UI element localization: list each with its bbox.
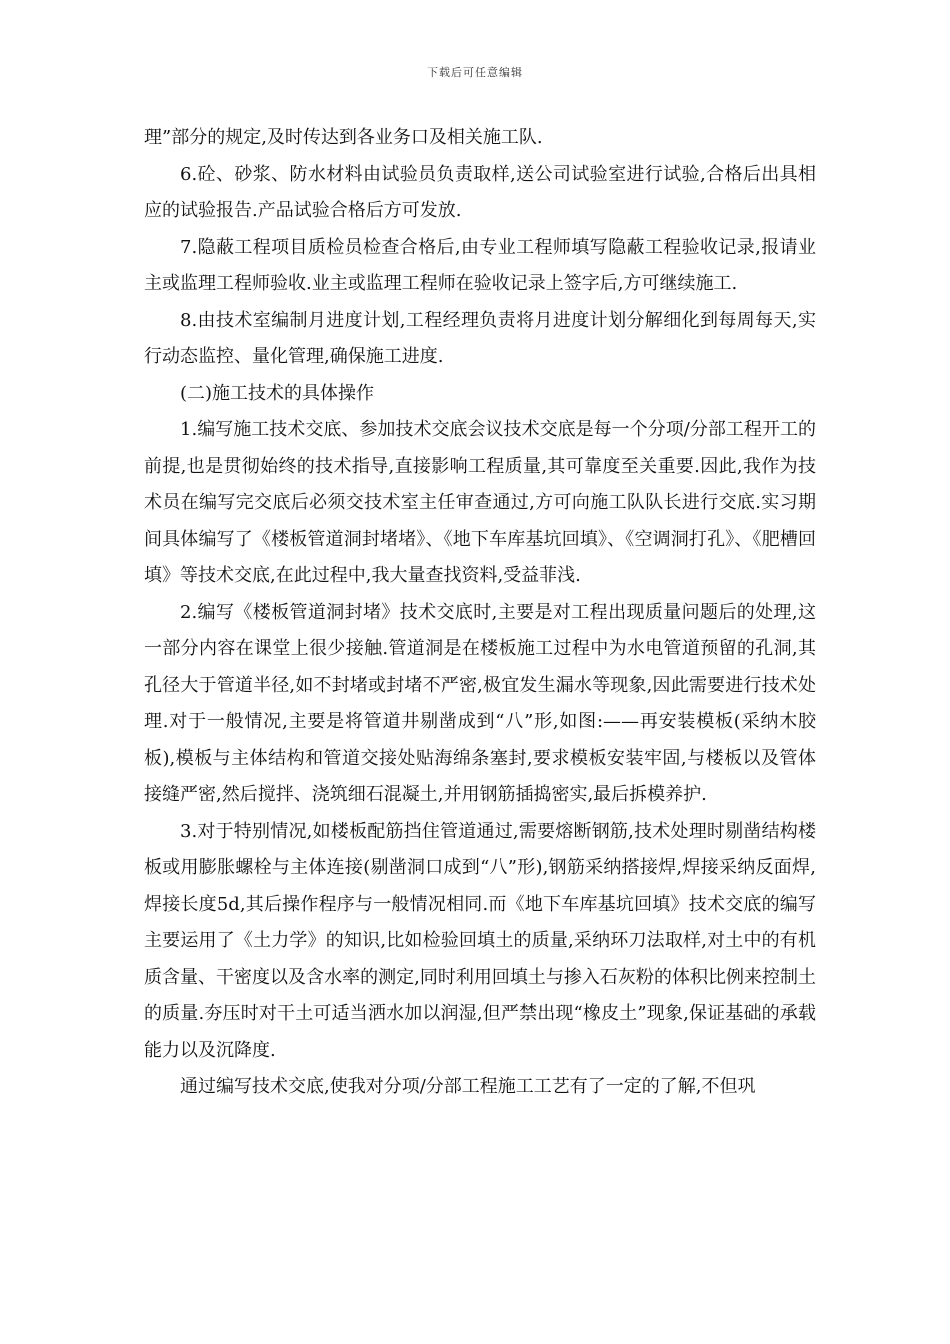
document-body xyxy=(144,120,816,1106)
paragraph-tech-1: 1.编写施工技术交底、参加技术交底会议技术交底是每一个分项/分部工程开工的前提,也是贯彻始终的技术指导,直接影响工程质量,其可靠度至关重要.因此,我作为技术员在编写完交底后必须交技术室主任审查通过,方可向施工队队长进行交底.实习期间具体编写了《楼板管道洞封堵堵》、《地下车库基坑回填》、《空调洞打孔》、《肥槽回填》等技术交底,在此过程中,我大量查找资料,受益菲浅. xyxy=(144,419,816,586)
paragraph-summary: 通过编写技术交底,使我对分项/分部工程施工工艺有了一定的了解,不但巩 xyxy=(180,1076,756,1097)
paragraph-item-6: 6.砼、砂浆、防水材料由试验员负责取样,送公司试验室进行试验,合格后出具相应的试验报告.产品试验合格后方可发放. xyxy=(144,163,816,221)
section-heading: (二)施工技术的具体操作 xyxy=(180,382,375,404)
paragraph-tech-3: 3.对于特别情况,如楼板配筋挡住管道通过,需要熔断钢筋,技术处理时剔凿结构楼板或用膨胀螺栓与主体连接(剔凿洞口成到“八”形),钢筋采纳搭接焊,焊接采纳反面焊,焊接长度5d,其后操作程序与一般情况相同.而《地下车库基坑回填》技术交底的编写主要运用了《土力学》的知识,比如检验回填土的质量,采纳环刀法取样,对土中的有机质含量、干密度以及含水率的测定,同时利用回填土与掺入石灰粉的体积比例来控制土的质量.夯压时对干土可适当洒水加以润湿,但严禁出现“橡皮土”现象,保证基础的承载能力以及沉降度. xyxy=(144,820,816,1061)
header-note: 下载后可任意编辑 xyxy=(427,66,523,79)
paragraph-item-7: 7.隐蔽工程项目质检员检查合格后,由专业工程师填写隐蔽工程验收记录,报请业主或监理工程师验收.业主或监理工程师在验收记录上签字后,方可继续施工. xyxy=(144,236,816,294)
paragraph-tech-2: 2.编写《楼板管道洞封堵》技术交底时,主要是对工程出现质量问题后的处理,这一部分内容在课堂上很少接触.管道洞是在楼板施工过程中为水电管道预留的孔洞,其孔径大于管道半径,如不封堵或封堵不严密,极宜发生漏水等现象,因此需要进行技术处理.对于一般情况,主要是将管道井剔凿成到“八”形,如图:——再安装模板(采纳木胶板),模板与主体结构和管道交接处贴海绵条塞封,要求模板安装牢固,与楼板以及管体接缝严密,然后搅拌、浇筑细石混凝土,并用钢筋插捣密实,最后拆模养护. xyxy=(144,601,816,805)
paragraph-item-8: 8.由技术室编制月进度计划,工程经理负责将月进度计划分解细化到每周每天,实行动态监控、量化管理,确保施工进度. xyxy=(144,309,816,367)
paragraph-continuation: 理”部分的规定,及时传达到各业务口及相关施工队. xyxy=(144,127,543,148)
